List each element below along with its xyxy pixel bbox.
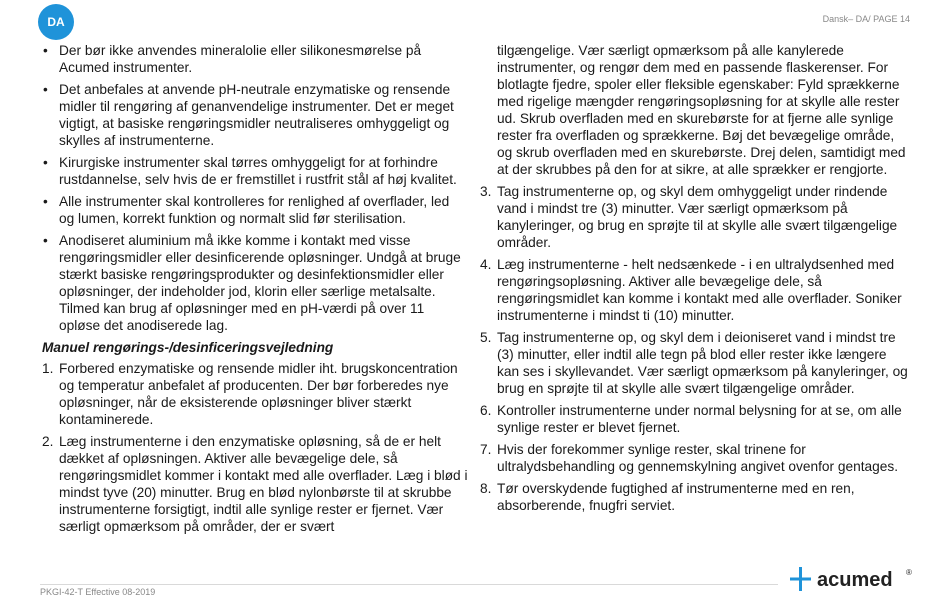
- bullet-icon: •: [43, 43, 48, 58]
- bullet-icon: •: [43, 155, 48, 170]
- step-text: Hvis der forekommer synlige rester, skal trinene for ultralydsbehandling og gennemskylning angivet ovenfor gentages.: [497, 442, 899, 474]
- step-item: [478, 329, 910, 397]
- step-text: Læg instrumenterne - helt nedsænkede - i en ultralydsenhed med rengøringsopløsning. Aktiver alle bevægelige dele, så rengøringsmidlet kan komme i kontakt med alle overflader. Soniker instrumenterne i mindst ti (10) minutter.: [497, 257, 902, 323]
- step-text: Tag instrumenterne op, og skyl dem omhyggeligt under rindende vand i mindst tre (3) minutter. Vær særligt opmærksom på kanyleringer, og brug en sprøjte til at skylle alle svært tilgængelige områder.: [497, 184, 898, 250]
- bullet-item: [40, 193, 468, 227]
- bullet-item: [40, 81, 468, 149]
- bullet-text: Kirurgiske instrumenter skal tørres omhyggeligt for at forhindre rustdannelse, selv hvis de er fremstillet i rustfrit stål af høj kvalitet.: [59, 155, 457, 187]
- step-number: 6.: [480, 403, 492, 418]
- language-badge: DA: [38, 4, 74, 40]
- step-number: 2.: [42, 434, 54, 449]
- bullet-text: Det anbefales at anvende pH-neutrale enzymatiske og rensende midler til rengøring af genanvendelige instrumenter. Det er meget vigtigt, at basiske rengøringsmidler neutraliseres omhyggeligt og skylles af instrumenterne.: [59, 82, 454, 148]
- step-item: [40, 360, 468, 428]
- step-number: 8.: [480, 481, 492, 496]
- step-number: 4.: [480, 257, 492, 272]
- step-number: 5.: [480, 330, 492, 345]
- bullet-icon: •: [43, 82, 48, 97]
- step-text: Kontroller instrumenterne under normal belysning for at se, om alle synlige rester er blevet fjernet.: [497, 403, 902, 435]
- step-text: Læg instrumenterne i den enzymatiske opløsning, så de er helt dækket af opløsningen. Aktiver alle bevægelige dele, så rengøringsmidlet kommer i kontakt med alle overflader. Læg i blød i mindst tyve (20) minutter. Brug en blød nylonbørste til at skrubbe instrumenterne forsigtigt, indtil alle synlige rester er fjernet. Vær særligt opmærksom på områder, der er svært: [59, 434, 468, 534]
- bullet-icon: •: [43, 233, 48, 248]
- left-column: [40, 42, 468, 540]
- step-item: [40, 433, 468, 535]
- bullet-text: Der bør ikke anvendes mineralolie eller silikonesmørelse på Acumed instrumenter.: [59, 43, 422, 75]
- step-item: [478, 441, 910, 475]
- bullet-text: Anodiseret aluminium må ikke komme i kontakt med visse rengøringsmidler eller desinficerende opløsninger. Undgå at bruge stærkt basiske rengøringsprodukter og desinfektionsmidler eller opløsninger, der indeholder jod, klorin eller særlige metalsalte. Tilmed kan brug af opløsninger med en pH-værdi på over 11 opløse det anodiserede lag.: [59, 233, 461, 333]
- page-label: Dansk– DA/ PAGE 14: [822, 14, 910, 24]
- step-number: 3.: [480, 184, 492, 199]
- section-title: Manuel rengørings-/desinficeringsvejledning: [42, 340, 334, 355]
- bullet-item: [40, 42, 468, 76]
- bullet-text: Alle instrumenter skal kontrolleres for renlighed af overflader, led og lumen, korrekt funktion og normalt slid før sterilisation.: [59, 194, 450, 226]
- step-item: [478, 402, 910, 436]
- bullet-icon: •: [43, 194, 48, 209]
- registered-mark: ®: [906, 568, 912, 577]
- step-text: Tør overskydende fugtighed af instrumenterne med en ren, absorberende, fnugfri serviet.: [497, 481, 855, 513]
- step-item: [478, 256, 910, 324]
- step-continuation: tilgængelige. Vær særligt opmærksom på alle kanylerede instrumenter, og rengør dem med en passende flaskerenser. For blotlagte fjedre, spoler eller fleksible egenskaber: Fyld sprækkerne med rigelige mængder rengøringsopløsning for at skylle alle rester ud. Skrub overfladen med en skurebørste for at fjerne alle synlige rester fra overfladen og sprækkerne. Bøj det bevægelige område, og skrub overfladen med en skurebørste. Drej delen, samtidigt med at der skrubbes på den for at sikre, at alle sprækker er rengjorte.: [497, 43, 906, 177]
- footer-divider: [40, 584, 778, 585]
- step-text: Tag instrumenterne op, og skyl dem i deioniseret vand i mindst tre (3) minutter, eller indtil alle tegn på blod eller rester ikke længere kan ses i skyllevandet. Vær særligt opmærksom på kanyleringer, og brug en sprøjte til at skylle alle svært tilgængelige områder.: [497, 330, 908, 396]
- step-number: 7.: [480, 442, 492, 457]
- bullet-item: [40, 232, 468, 334]
- step-number: 1.: [42, 361, 54, 376]
- acumed-logo: [790, 564, 920, 594]
- right-column: [478, 42, 910, 519]
- step-item: [478, 183, 910, 251]
- step-text: Forbered enzymatiske og rensende midler iht. brugskoncentration og temperatur anbefalet af producenten. Der bør forberedes nye opløsninger, når de eksisterende opløsninger bliver stærkt kontaminerede.: [59, 361, 458, 427]
- step-item: [478, 480, 910, 514]
- document-code: PKGI-42-T Effective 08-2019: [40, 587, 156, 597]
- bullet-item: [40, 154, 468, 188]
- logo-wordmark: acumed: [817, 569, 893, 591]
